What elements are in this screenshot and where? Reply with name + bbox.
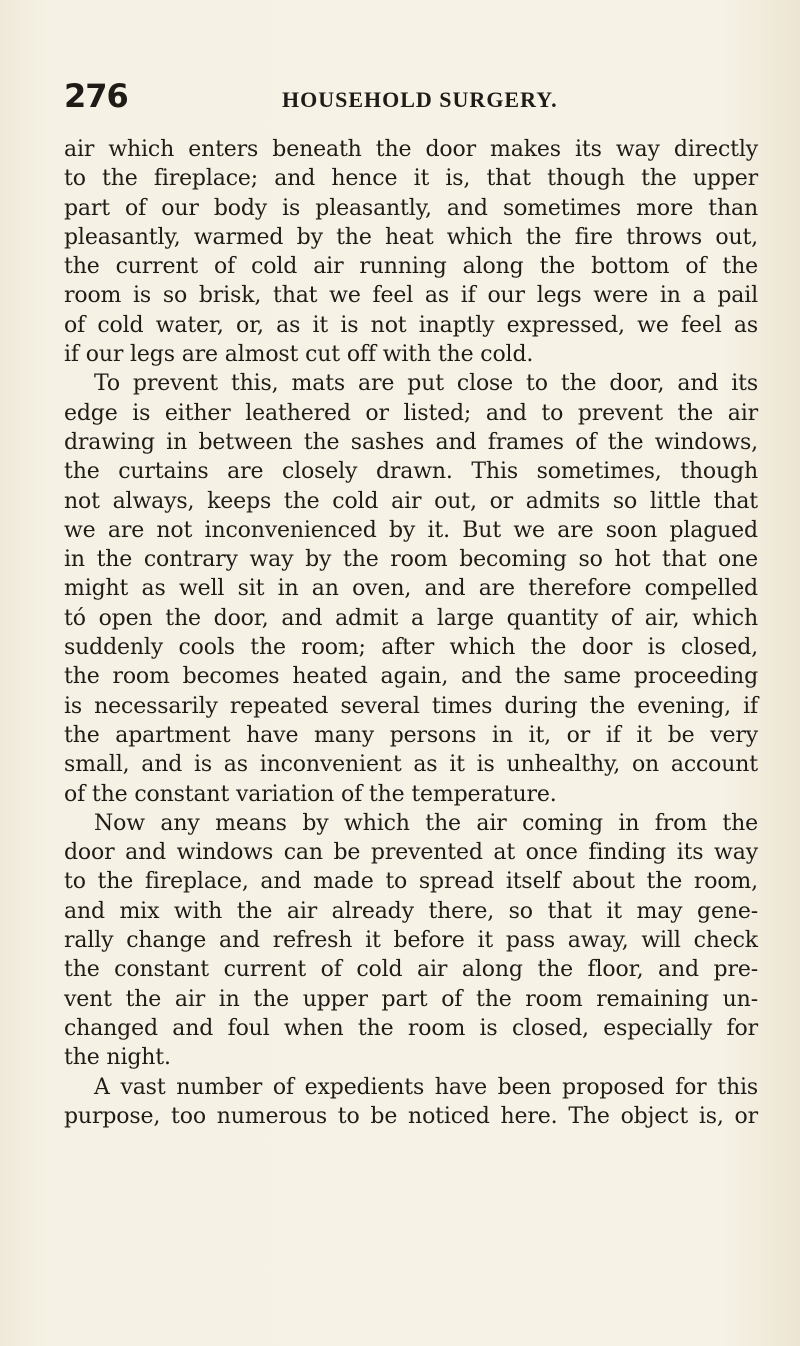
text-line: if our legs are almost cut off with the cold. [64,342,534,368]
paragraph [64,369,758,808]
text-line: small, and is as inconvenient as it is unhealthy, on account [64,752,758,778]
text-line: to the fireplace; and hence it is, that though the upper [64,166,758,192]
text-line: pleasantly, warmed by the heat which the fire throws out, [64,224,758,250]
text-line: and mix with the air already there, so that it may gene- [64,898,758,924]
text-line: we are not inconvenienced by it. But we are soon plagued [64,517,758,543]
text-line: changed and foul when the room is closed, especially for [64,1015,758,1041]
text-line: the current of cold air running along the bottom of the [64,254,758,280]
paragraph [64,135,758,369]
paragraph [64,809,758,1073]
text-line: A vast number of expedients have been proposed for this [94,1074,758,1100]
text-line: the night. [64,1045,171,1071]
text-line: the curtains are closely drawn. This sometimes, though [64,459,758,485]
text-line: vent the air in the upper part of the room remaining un- [64,986,758,1012]
text-line: in the contrary way by the room becoming so hot that one [64,547,758,573]
text-line: edge is either leathered or listed; and to prevent the air [64,400,758,426]
page-header [64,78,744,118]
text-line: not always, keeps the cold air out, or admits so little that [64,488,758,514]
text-line: purpose, too numerous to be noticed here. The object is, or [64,1103,758,1129]
text-line: the constant current of cold air along the floor, and pre- [64,957,758,983]
text-line: of cold water, or, as it is not inaptly expressed, we feel as [64,312,758,338]
text-line: Now any means by which the air coming in from the [94,810,758,836]
text-line: tó open the door, and admit a large quantity of air, which [64,605,758,631]
paragraph [64,1073,758,1132]
text-line: suddenly cools the room; after which the door is closed, [64,635,758,661]
running-title: HOUSEHOLD SURGERY. [282,87,558,112]
text-line: the apartment have many persons in it, or if it be very [64,722,758,748]
text-line: door and windows can be prevented at once finding its way [64,840,758,866]
text-line: of the constant variation of the temperature. [64,781,557,807]
text-line: is necessarily repeated several times during the evening, if [64,693,758,719]
text-line: air which enters beneath the door makes its way directly [64,137,758,162]
paragraph-container [64,135,758,1131]
text-line: the room becomes heated again, and the same proceeding [64,664,758,690]
text-line: room is so brisk, that we feel as if our legs were in a pail [64,283,758,309]
text-line: part of our body is pleasantly, and sometimes more than [64,195,758,221]
text-line: To prevent this, mats are put close to the door, and its [94,371,758,397]
text-line: to the fireplace, and made to spread itself about the room, [64,869,758,895]
text-line: rally change and refresh it before it pass away, will check [64,928,758,954]
text-line: drawing in between the sashes and frames of the windows, [64,429,758,455]
body-text [64,135,758,1131]
text-line: might as well sit in an oven, and are therefore compelled [64,576,758,602]
page-number: 276 [64,77,128,115]
